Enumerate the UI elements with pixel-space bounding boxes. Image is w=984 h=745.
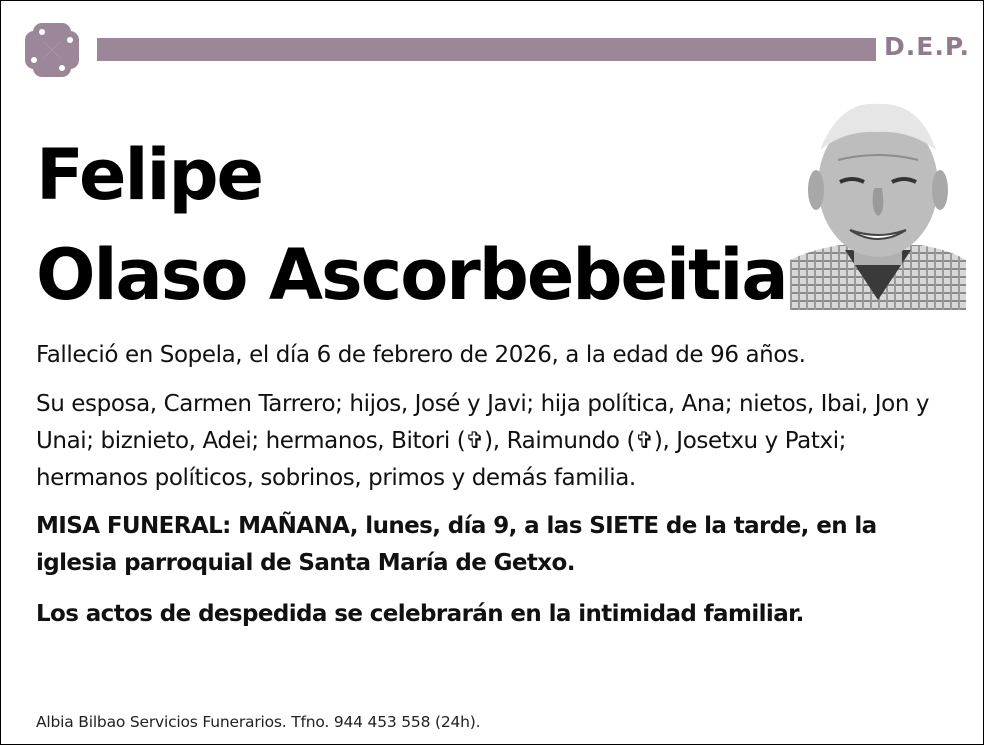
portrait-photo [790, 100, 966, 310]
funeral-mass: MISA FUNERAL: MAÑANA, lunes, día 9, a las SIETE de la tarde, en la iglesia parroquial de Santa María de Getxo. [36, 513, 877, 576]
family-list: Su esposa, Carmen Tarrero; hijos, José y Javi; hija política, Ana; nietos, Ibai, Jon y Unai; biznieto, Adei; hermanos, Bitori (✞), Raimundo (✞), Josetxu y Patxi; hermanos políticos, sobrinos, primos y demás familia. [36, 391, 930, 491]
dep-label: D.E.P. [884, 32, 971, 61]
lauburu-icon [14, 12, 90, 88]
farewell-note: Los actos de despedida se celebrarán en la intimidad familiar. [36, 601, 804, 627]
funeral-home-contact: Albia Bilbao Servicios Funerarios. Tfno. 944 453 558 (24h). [36, 713, 481, 731]
deceased-surnames: Olaso Ascorbebeitia [36, 234, 787, 316]
death-notice: Falleció en Sopela, el día 6 de febrero de 2026, a la edad de 96 años. [36, 342, 806, 368]
header-bar [97, 38, 876, 61]
deceased-first-name: Felipe [36, 134, 263, 216]
